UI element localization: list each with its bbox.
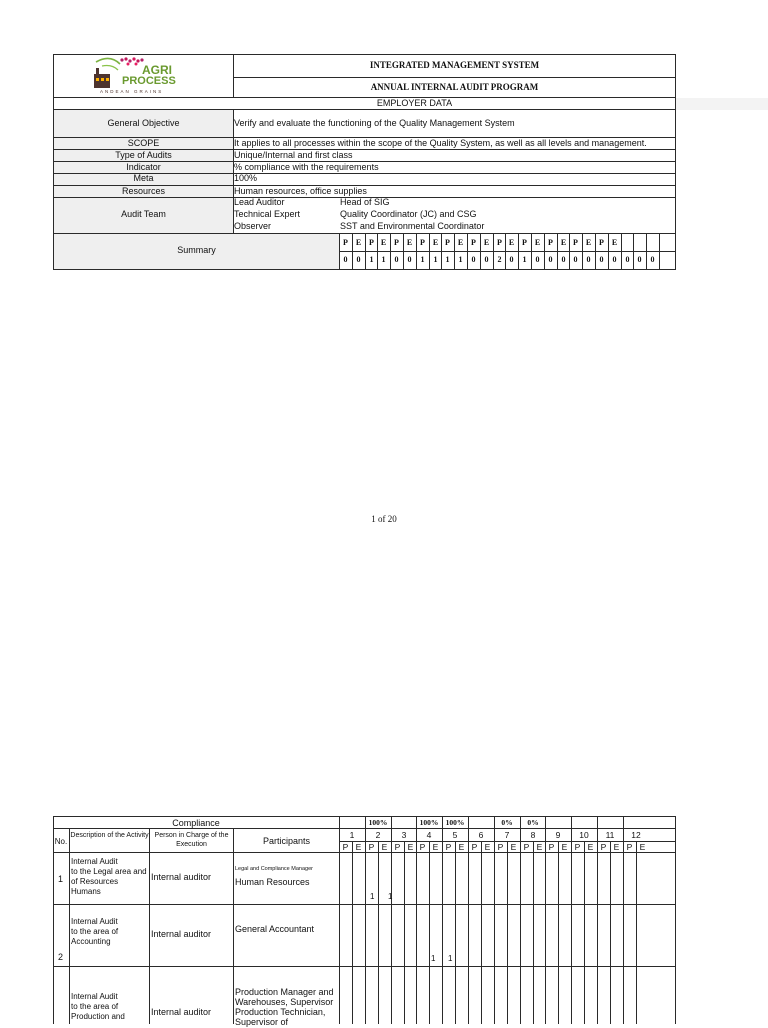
row-2-number: 2 — [58, 952, 64, 962]
row-3-participants-line2: Warehouses, Supervisor — [235, 997, 334, 1007]
summary-value: 0 — [535, 255, 540, 264]
summary-pe-label: P — [522, 238, 527, 247]
pe-header: P — [445, 842, 452, 852]
month-header: 10 — [579, 830, 589, 840]
resources-label: Resources — [121, 186, 166, 196]
month-header: 11 — [605, 830, 615, 840]
lead-auditor-role: Lead Auditor — [234, 197, 285, 207]
summary-value: 1 — [445, 255, 450, 264]
summary-value: 1 — [420, 255, 425, 264]
row-1-participants-title: Legal and Compliance Manager — [235, 866, 313, 872]
summary-value: 0 — [599, 255, 604, 264]
meta-value: 100% — [234, 173, 258, 183]
pe-header: P — [471, 842, 478, 852]
summary-value: 0 — [650, 255, 655, 264]
pe-header: P — [368, 842, 375, 852]
pe-header: E — [458, 842, 465, 852]
pe-header: P — [626, 842, 633, 852]
row-2-mark-e: 1 — [448, 954, 453, 963]
row-2-mark-p: 1 — [431, 954, 436, 963]
row-2-activity-line1: Internal Audit — [71, 917, 118, 926]
row-1-activity-line2: to the Legal area and — [71, 867, 147, 876]
summary-pe-label: E — [508, 238, 515, 247]
summary-value: 0 — [484, 255, 489, 264]
summary-pe-label: E — [483, 238, 490, 247]
compliance-percent: 0% — [501, 818, 513, 827]
summary-value: 1 — [433, 255, 438, 264]
summary-pe-label: P — [548, 238, 553, 247]
summary-pe-label: E — [380, 238, 387, 247]
summary-pe-label: E — [457, 238, 464, 247]
logo-word-process: PROCESS — [122, 75, 176, 87]
col-description-header: Description of the Activity — [70, 832, 149, 839]
month-header: 1 — [349, 830, 355, 840]
summary-value: 2 — [497, 255, 502, 264]
row-2-person: Internal auditor — [151, 929, 212, 939]
compliance-grid-line — [610, 841, 611, 1024]
pe-header: P — [342, 842, 349, 852]
summary-value: 1 — [369, 255, 374, 264]
summary-pe-label: P — [471, 238, 476, 247]
compliance-grid-line — [558, 841, 559, 1024]
row-3-activity-line2: to the area of — [71, 1002, 119, 1011]
scope-value: It applies to all processes within the scope of the Quality System, as well as all levels and management. — [234, 138, 647, 148]
compliance-percent: 100% — [368, 818, 388, 827]
compliance-grid-line — [507, 841, 508, 1024]
month-header: 9 — [555, 830, 561, 840]
pe-header: E — [407, 842, 414, 852]
pe-header: E — [587, 842, 594, 852]
summary-pe-label: P — [343, 238, 348, 247]
technical-expert-name: Quality Coordinator (JC) and CSG — [340, 209, 477, 219]
summary-value: 0 — [586, 255, 591, 264]
resources-value: Human resources, office supplies — [234, 186, 367, 196]
observer-name: SST and Environmental Coordinator — [340, 221, 485, 231]
summary-grid-line — [659, 233, 660, 270]
summary-pe-label: P — [394, 238, 399, 247]
summary-pe-label: E — [585, 238, 592, 247]
summary-value: 0 — [548, 255, 553, 264]
compliance-grid-line — [481, 841, 482, 1024]
summary-value: 0 — [625, 255, 630, 264]
row-2-activity-line2: to the area of — [71, 927, 119, 936]
compliance-grid-line — [429, 841, 430, 1024]
compliance-title: Compliance — [172, 818, 220, 828]
pe-header: E — [510, 842, 517, 852]
summary-pe-label: P — [497, 238, 502, 247]
summary-value: 0 — [471, 255, 476, 264]
month-header: 8 — [530, 830, 536, 840]
summary-pe-label: P — [599, 238, 604, 247]
col-person-header: Person in Charge of the Execution — [154, 832, 229, 848]
pe-header: E — [536, 842, 543, 852]
summary-pe-label: E — [611, 238, 618, 247]
row-1-number: 1 — [58, 874, 64, 884]
summary-pe-label: E — [534, 238, 541, 247]
compliance-grid-line — [533, 841, 534, 1024]
month-header: 7 — [504, 830, 510, 840]
row-1-person: Internal auditor — [151, 872, 212, 882]
row-1-activity-line3: of Resources — [71, 877, 119, 886]
audit-type-value: Unique/Internal and first class — [234, 150, 353, 160]
summary-pe-label: E — [355, 238, 362, 247]
page-number: 1 of 20 — [371, 514, 397, 524]
summary-value: 0 — [509, 255, 514, 264]
logo-tagline: ANDEAN GRAINS — [100, 89, 164, 94]
summary-pe-label: E — [406, 238, 413, 247]
pe-header: E — [432, 842, 439, 852]
row-3-person: Internal auditor — [151, 1007, 212, 1017]
summary-pe-label: P — [573, 238, 578, 247]
compliance-grid-line — [404, 841, 405, 1024]
pe-header: E — [484, 842, 491, 852]
month-header: 5 — [452, 830, 458, 840]
compliance-grid-line — [636, 841, 637, 1024]
indicator-label: Indicator — [126, 162, 161, 172]
pe-header: E — [355, 842, 362, 852]
compliance-percent: 0% — [527, 818, 539, 827]
logo-word-agri: AGRI — [142, 63, 172, 77]
row-1-participants: Human Resources — [235, 877, 310, 887]
row-3-activity-line1: Internal Audit — [71, 992, 118, 1001]
summary-pe-label: E — [560, 238, 567, 247]
row-3-participants-line3: Production Technician, — [235, 1007, 326, 1017]
pe-header: P — [574, 842, 581, 852]
summary-value: 1 — [522, 255, 527, 264]
meta-label: Meta — [133, 173, 154, 183]
audit-team-label: Audit Team — [121, 209, 166, 219]
summary-pe-label: P — [420, 238, 425, 247]
pe-header: P — [523, 842, 530, 852]
pe-header: P — [419, 842, 426, 852]
compliance-grid-line — [352, 841, 353, 1024]
program-title: ANNUAL INTERNAL AUDIT PROGRAM — [370, 82, 539, 92]
summary-pe-label: P — [369, 238, 374, 247]
pe-header: P — [600, 842, 607, 852]
summary-value: 0 — [394, 255, 399, 264]
month-header: 3 — [401, 830, 407, 840]
summary-pe-label: E — [432, 238, 439, 247]
pe-header: E — [561, 842, 568, 852]
pe-header: P — [394, 842, 401, 852]
compliance-grid-line — [584, 841, 585, 1024]
general-objective-label: General Objective — [107, 118, 180, 128]
summary-value: 0 — [573, 255, 578, 264]
compliance-percent: 100% — [445, 818, 465, 827]
compliance-percent: 100% — [419, 818, 439, 827]
month-header: 12 — [631, 830, 641, 840]
summary-value: 0 — [561, 255, 566, 264]
system-title: INTEGRATED MANAGEMENT SYSTEM — [369, 60, 540, 70]
compliance-grid-line — [455, 841, 456, 1024]
compliance-grid-line — [378, 841, 379, 1024]
row-1-mark-p: 1 — [370, 892, 375, 901]
row-2-activity-line3: Accounting — [71, 937, 111, 946]
row-3-participants-line4: Supervisor of — [235, 1017, 289, 1027]
scope-label: SCOPE — [127, 138, 160, 148]
indicator-value: % compliance with the requirements — [234, 162, 379, 172]
section-title: EMPLOYER DATA — [376, 98, 453, 108]
summary-value: 0 — [356, 255, 361, 264]
summary-value: 0 — [407, 255, 412, 264]
pe-header: P — [548, 842, 555, 852]
audit-type-label: Type of Audits — [115, 150, 172, 160]
row-1-activity-line1: Internal Audit — [71, 857, 118, 866]
summary-value: 1 — [381, 255, 386, 264]
observer-role: Observer — [234, 221, 272, 231]
pe-header: E — [381, 842, 388, 852]
row-2-participants: General Accountant — [235, 924, 315, 934]
col-no-header: No. — [54, 837, 68, 846]
pe-header: E — [613, 842, 620, 852]
summary-value: 0 — [637, 255, 642, 264]
summary-value: 1 — [458, 255, 463, 264]
technical-expert-role: Technical Expert — [234, 209, 301, 219]
row-3-participants-line1: Production Manager and — [235, 987, 334, 997]
row-3-activity-line3: Production and — [71, 1012, 125, 1021]
pe-header: E — [639, 842, 646, 852]
month-header: 4 — [426, 830, 432, 840]
month-header: 6 — [478, 830, 484, 840]
month-header: 2 — [375, 830, 381, 840]
pe-header: P — [497, 842, 504, 852]
col-participants-header: Participants — [262, 836, 311, 846]
summary-value: 0 — [343, 255, 348, 264]
row-1-mark-e: 1 — [388, 892, 393, 901]
row-1-activity-line4: Humans — [71, 887, 101, 896]
general-objective-value: Verify and evaluate the functioning of the Quality Management System — [234, 118, 515, 128]
summary-pe-label: P — [445, 238, 450, 247]
lead-auditor-name: Head of SIG — [340, 197, 390, 207]
summary-value: 0 — [612, 255, 617, 264]
summary-label: Summary — [177, 245, 216, 255]
